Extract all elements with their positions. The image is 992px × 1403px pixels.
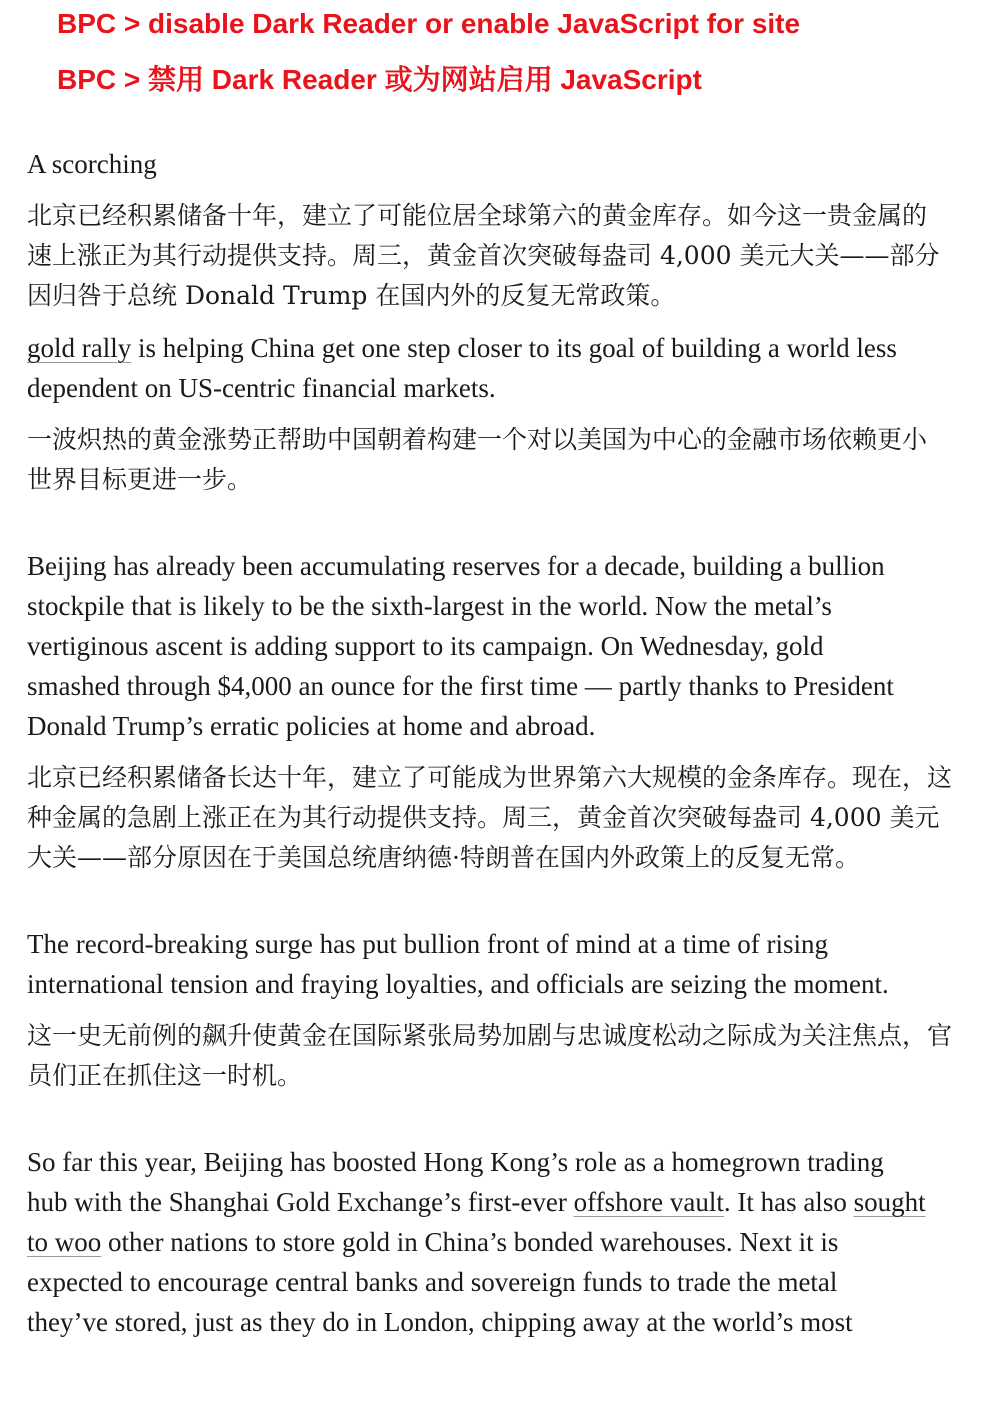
paragraph-2-english [27,328,992,408]
paragraph-line: 大关——部分原因在于美国总统唐纳德·特朗普在国内外政策上的反复无常。 [27,843,860,872]
paragraph-line: 种金属的急剧上涨正在为其行动提供支持。周三，黄金首次突破每盎司 4,000 美元 [27,803,940,832]
paragraph-line: Donald Trump’s erratic policies at home and abroad. [27,711,596,741]
paragraph-line: 因归咎于总统 Donald Trump 在国内外的反复无常政策。 [27,281,676,310]
paragraph-4-chinese [27,1016,992,1096]
paragraph-line: stockpile that is likely to be the sixth-largest in the world. Now the metal’s [27,591,832,621]
sought-to-woo-link[interactable]: sought [853,1187,926,1217]
paragraph-line: Beijing has already been accumulating reserves for a decade, building a bullion [27,551,885,581]
paragraph-line [27,1222,992,1262]
paragraph-2-chinese [27,420,992,500]
offshore-vault-link[interactable]: offshore vault [573,1187,724,1217]
paragraph-line: 北京已经积累储备长达十年，建立了可能成为世界第六大规模的金条库存。现在，这 [27,763,953,792]
paragraph-4-english [27,924,992,1004]
paragraph-line: dependent on US-centric financial markets. [27,373,496,403]
paragraph-3-chinese [27,758,992,878]
paragraph-line: The record-breaking surge has put bullion front of mind at a time of rising [27,929,829,959]
article-body [27,144,992,1342]
sought-to-woo-link-continued[interactable]: to woo [27,1227,102,1257]
paragraph-line [27,328,992,368]
paragraph-line: 一波炽热的黄金涨势正帮助中国朝着构建一个对以美国为中心的金融市场依赖更小 [27,425,928,454]
bpc-warning-chinese: BPC > 禁用 Dark Reader 或为网站启用 JavaScript [57,64,702,95]
lead-text: A scorching [27,149,157,179]
paragraph-line: international tension and fraying loyalties, and officials are seizing the moment. [27,969,889,999]
paragraph-line: 世界目标更进一步。 [27,465,253,494]
paragraph-line: they’ve stored, just as they do in London, chipping away at the world’s most [27,1307,853,1337]
bpc-warning-english: BPC > disable Dark Reader or enable JavaScript for site [57,8,801,39]
paragraph-1-chinese [27,196,992,316]
paragraph-text: . It has also [723,1187,854,1217]
gold-rally-link[interactable]: gold rally [27,333,132,363]
paragraph-line: So far this year, Beijing has boosted Hong Kong’s role as a homegrown trading [27,1147,884,1177]
paragraph-line: smashed through $4,000 an ounce for the first time — partly thanks to President [27,671,894,701]
paragraph-line: 员们正在抓住这一时机。 [27,1061,303,1090]
paragraph-line: expected to encourage central banks and sovereign funds to trade the metal [27,1267,838,1297]
paragraph-text: hub with the Shanghai Gold Exchange’s first-ever [27,1187,574,1217]
paragraph-5-english [27,1142,992,1342]
paragraph-line: 北京已经积累储备十年，建立了可能位居全球第六的黄金库存。如今这一贵金属的 [27,201,928,230]
paragraph-text: is helping China get one step closer to its goal of building a world less [131,333,897,363]
paragraph-line: vertiginous ascent is adding support to its campaign. On Wednesday, gold [27,631,824,661]
paragraph-line [27,1182,992,1222]
paragraph-text: other nations to store gold in China’s bonded warehouses. Next it is [101,1227,839,1257]
paragraph-line: 速上涨正为其行动提供支持。周三，黄金首次突破每盎司 4,000 美元大关——部分 [27,241,940,270]
paragraph-line: 这一史无前例的飙升使黄金在国际紧张局势加剧与忠诚度松动之际成为关注焦点，官 [27,1021,953,1050]
paragraph-3-english [27,546,992,746]
